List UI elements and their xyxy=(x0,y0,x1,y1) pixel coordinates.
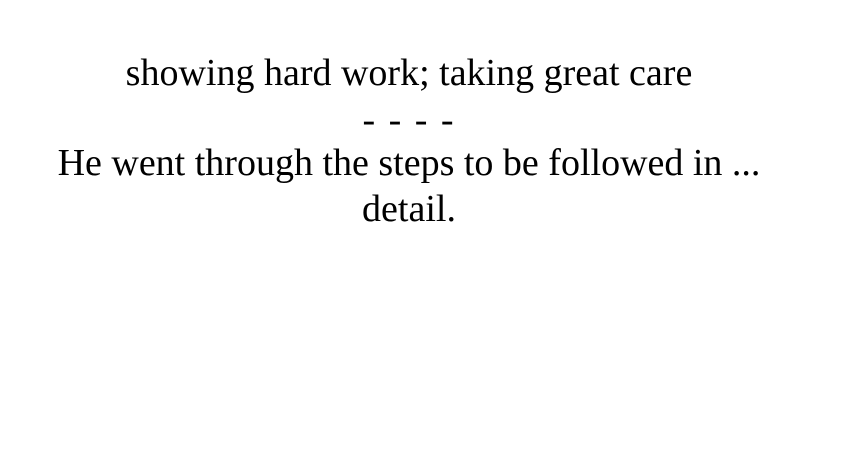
example-sentence: He went through the steps to be followed in ... detail. xyxy=(57,142,761,230)
definition-text: showing hard work; taking great care xyxy=(125,52,693,94)
separator: - - - - xyxy=(362,99,456,141)
